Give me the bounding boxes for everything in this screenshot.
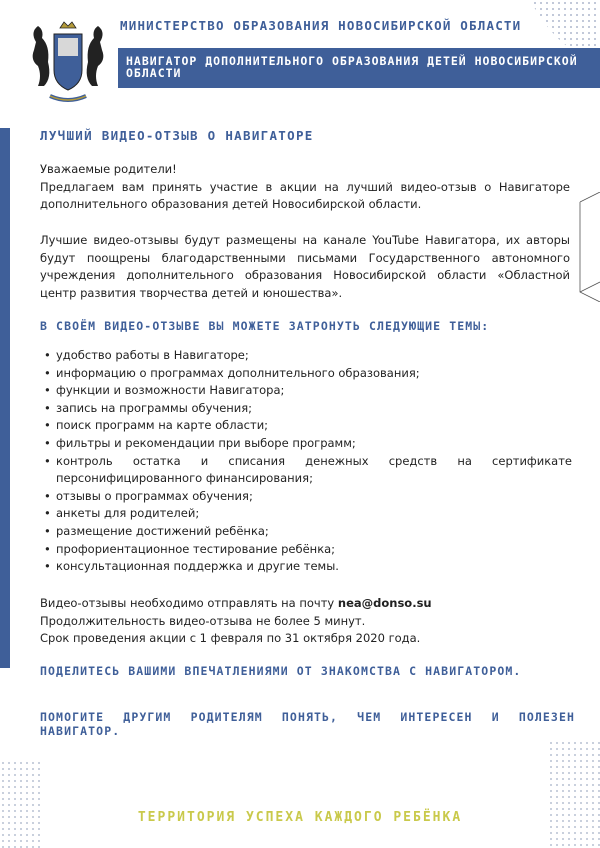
list-item: • профориентационное тестирование ребёнка; [40, 541, 572, 559]
call-to-action-1: ПОДЕЛИТЕСЬ ВАШИМИ ВПЕЧАТЛЕНИЯМИ ОТ ЗНАКОМСТВА С НАВИГАТОРОМ. [40, 664, 522, 678]
dot-pattern-bottom-right [548, 740, 600, 848]
list-item: • удобство работы в Навигаторе; [40, 347, 572, 365]
list-item: • отзывы о программах обучения; [40, 488, 572, 506]
cube-decoration [576, 192, 600, 302]
list-item: • анкеты для родителей; [40, 505, 572, 523]
duration-text: Продолжительность видео-отзыва не более 5 минут. [40, 613, 366, 628]
contact-block [40, 595, 570, 648]
intro-text: Предлагаем вам принять участие в акции на лучший видео-отзыв о Навигаторе дополнительного образования детей Новосибирской области. [40, 179, 570, 212]
period-text: Срок проведения акции с 1 февраля по 31 октября 2020 года. [40, 631, 421, 646]
navigator-title: НАВИГАТОР ДОПОЛНИТЕЛЬНОГО ОБРАЗОВАНИЯ ДЕТЕЙ НОВОСИБИРСКОЙ ОБЛАСТИ [126, 54, 578, 80]
greeting: Уважаемые родители! [40, 162, 177, 176]
send-text: Видео-отзывы необходимо отправлять на почту [40, 596, 338, 610]
footer-slogan: ТЕРРИТОРИЯ УСПЕХА КАЖДОГО РЕБЁНКА [137, 810, 463, 825]
paragraph-youtube: Лучшие видео-отзывы будут размещены на канале YouTube Навигатора, их авторы будут поощрены благодарственными письмами Государственного автономного учреждения дополнительного образования Новосибирской области «Областной центр развития творчества детей и юношества». [40, 233, 570, 300]
list-item: • функции и возможности Навигатора; [40, 382, 572, 400]
list-item: • контроль остатка и списания денежных средств на сертификате персонифицированного финансирования; [40, 453, 572, 488]
dot-pattern-bottom-left [0, 760, 40, 848]
topics-heading: В СВОЁМ ВИДЕО-ОТЗЫВЕ ВЫ МОЖЕТЕ ЗАТРОНУТЬ СЛЕДУЮЩИЕ ТЕМЫ: [40, 319, 490, 333]
list-item: • поиск программ на карте области; [40, 417, 572, 435]
coat-of-arms-icon [22, 12, 114, 112]
section-title: ЛУЧШИЙ ВИДЕО-ОТЗЫВ О НАВИГАТОРЕ [40, 128, 314, 143]
email-link[interactable]: nea@donso.su [337, 596, 432, 610]
list-item: • консультационная поддержка и другие темы. [40, 558, 572, 576]
ministry-title: МИНИСТЕРСТВО ОБРАЗОВАНИЯ НОВОСИБИРСКОЙ ОБЛАСТИ [120, 18, 522, 33]
send-line [40, 595, 570, 613]
topics-list [40, 347, 572, 576]
list-item: • информацию о программах дополнительного образования; [40, 365, 572, 383]
call-to-action-2: ПОМОГИТЕ ДРУГИМ РОДИТЕЛЯМ ПОНЯТЬ, ЧЕМ ИНТЕРЕСЕН И ПОЛЕЗЕН НАВИГАТОР. [40, 710, 575, 738]
list-item: • запись на программы обучения; [40, 400, 572, 418]
intro-block [40, 161, 570, 214]
list-item: • фильтры и рекомендации при выборе программ; [40, 435, 572, 453]
list-item: • размещение достижений ребёнка; [40, 523, 572, 541]
left-accent-bar [0, 128, 10, 668]
